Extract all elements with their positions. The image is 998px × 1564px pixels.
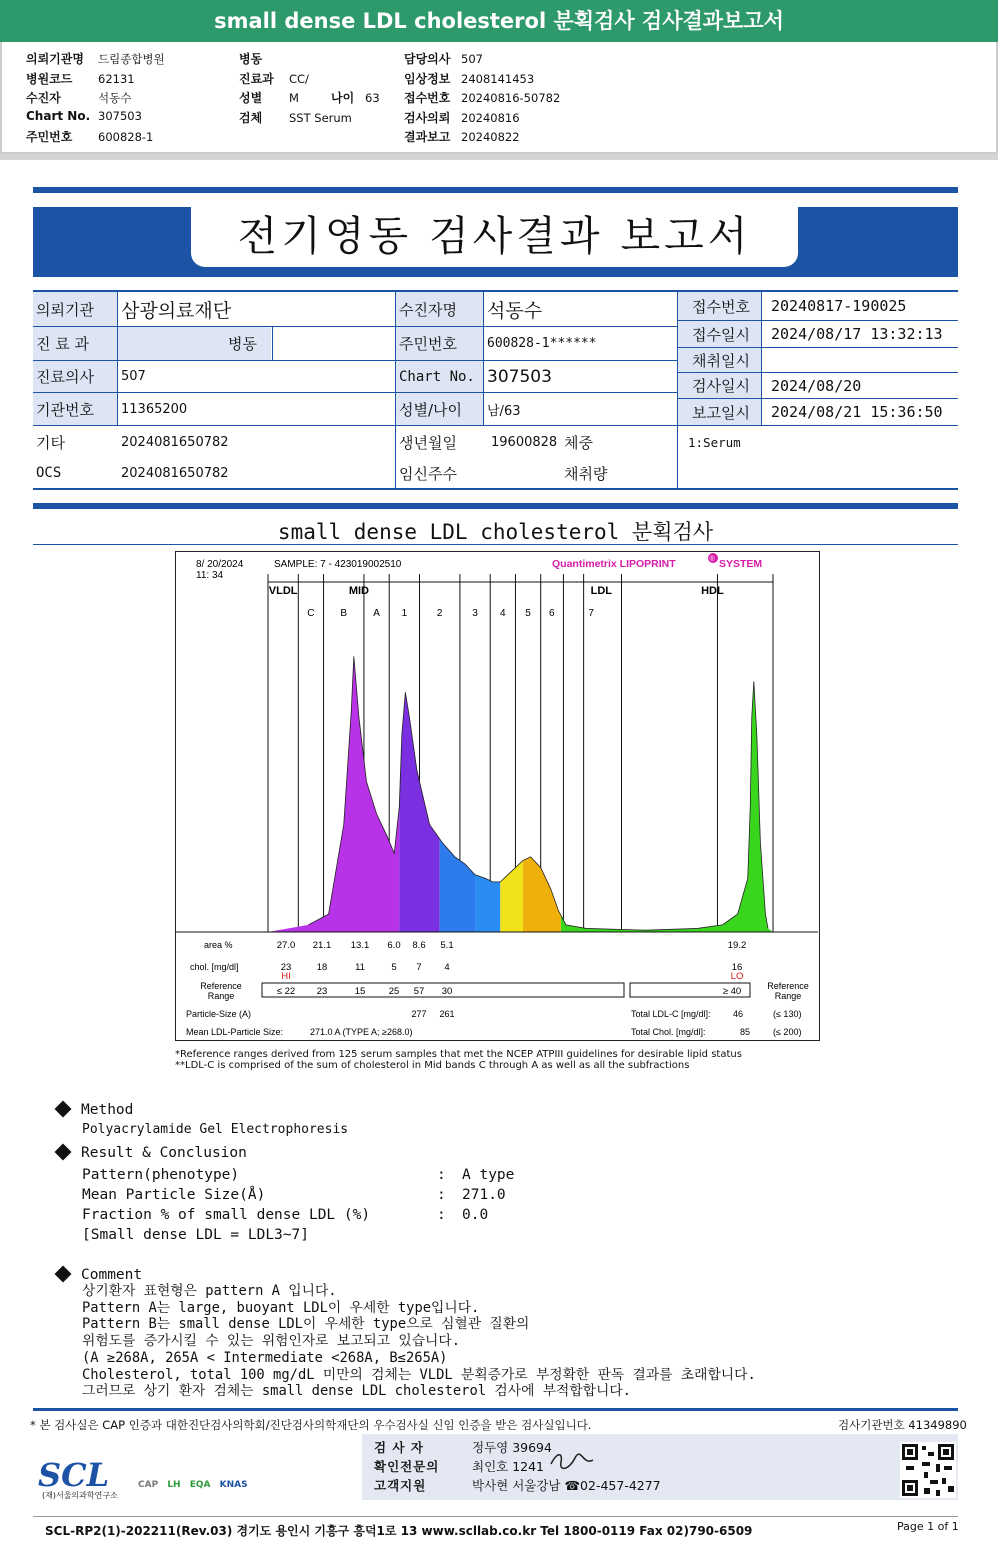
comment-line: 상기환자 표현형은 pattern A 입니다.	[82, 1283, 337, 1299]
logo-text: SCL	[38, 1456, 110, 1494]
ocs-label: OCS	[36, 465, 62, 481]
mean-ldl-label: Mean LDL-Particle Size:	[186, 1027, 284, 1037]
patient-info-table	[33, 290, 958, 490]
rrn-label: 주민번호	[396, 327, 483, 360]
area-value: 5.1	[440, 940, 454, 951]
chart-time: 11: 34	[196, 570, 224, 581]
value: M	[289, 91, 299, 105]
total-chol-value: 85	[740, 1027, 751, 1037]
label: 병동	[239, 52, 263, 66]
chart-brand-tail: SYSTEM	[719, 558, 763, 570]
label: 주민번호	[26, 130, 73, 144]
chart-brand: Quantimetrix LIPOPRINT	[552, 558, 676, 570]
birth-label: 생년월일	[399, 433, 457, 452]
coll-label: 채취일시	[678, 348, 761, 372]
label: 병원코드	[26, 71, 73, 86]
fraction-area	[561, 681, 773, 932]
comment-heading: Comment	[81, 1267, 143, 1283]
volume-label: 채취량	[564, 464, 608, 483]
ward-value: 병동	[118, 327, 271, 360]
fraction-area	[523, 857, 561, 932]
org-value: 11365200	[121, 401, 188, 417]
label: 결과보고	[404, 130, 451, 144]
knas-badge-icon: KNAS	[219, 1480, 248, 1490]
result-row	[82, 1167, 757, 1187]
area-value: 8.6	[412, 940, 426, 951]
result-key: Fraction % of small dense LDL (%)	[82, 1207, 371, 1223]
value: 507	[461, 52, 483, 66]
reference-value: 30	[441, 986, 453, 997]
label: 임상정보	[404, 71, 451, 86]
coll-value	[768, 348, 958, 372]
comment-line: 위험도를 증가시킬 수 있는 위험인자로 보고되고 있습니다.	[82, 1333, 461, 1350]
comment-line: 그러므로 상기 환자 검체는 small dense LDL cholesterol 검사에 부적합합니다.	[82, 1383, 631, 1400]
recv-no-value: 20240817-190025	[771, 297, 907, 315]
header-summary	[0, 42, 998, 154]
label: 성별	[239, 91, 263, 105]
particle-size-label: Particle-Size (A)	[186, 1009, 252, 1019]
result-heading: Result & Conclusion	[81, 1145, 247, 1161]
sexage-label: 성별/나이	[396, 393, 483, 425]
inst-value: 삼광의료재단	[121, 299, 232, 322]
chol-value: 16	[731, 962, 743, 973]
recv-no-label: 접수번호	[678, 292, 761, 320]
value: 20240816	[461, 110, 520, 125]
comment-line: Pattern B는 small dense LDL이 우세한 type으로 심혈관 질환의	[82, 1316, 530, 1333]
fraction-area	[475, 875, 500, 932]
area-value: 13.1	[350, 940, 370, 951]
page-number: Page 1 of 1	[897, 1520, 959, 1533]
reference-label: Range	[774, 991, 802, 1001]
rep-label: 보고일시	[678, 399, 761, 425]
report-banner: small dense LDL cholesterol 분획검사 검사결과보고서	[0, 0, 998, 42]
method-text: Polyacrylamide Gel Electrophoresis	[82, 1122, 349, 1137]
brand-mark: ®	[709, 556, 715, 563]
recv-dt-value: 2024/08/17 13:32:13	[771, 325, 943, 343]
staff-role: 검 사 자	[374, 1440, 424, 1455]
result-key: Pattern(phenotype)	[82, 1167, 240, 1183]
diamond-bullet-icon	[55, 1144, 72, 1161]
result-value: 0.0	[462, 1207, 489, 1223]
band-label: 7	[588, 608, 594, 619]
comment-line: Pattern A는 large, buoyant LDL이 우세한 type입니다.	[82, 1299, 480, 1316]
lo-flag: LO	[730, 971, 744, 982]
band-label: 5	[525, 608, 531, 619]
doctor-value: 507	[121, 369, 146, 384]
patient-label: 수진자명	[396, 292, 483, 326]
sexage-value: 남/63	[487, 403, 521, 419]
group-label: MID	[348, 585, 369, 597]
label: 검사의뢰	[404, 110, 451, 125]
value: 2408141453	[461, 71, 535, 86]
reference-value: 25	[388, 986, 400, 997]
reference-label: Range	[207, 991, 235, 1001]
band-label: 2	[436, 608, 443, 619]
lh-badge-icon: LH	[167, 1480, 181, 1490]
dept-value	[272, 327, 395, 360]
value: 600828-1	[98, 130, 154, 144]
result-row	[82, 1207, 757, 1227]
reference-value: ≤ 22	[276, 986, 296, 997]
value: 20240816-50782	[461, 91, 561, 105]
divider	[33, 503, 958, 509]
colon: :	[437, 1207, 446, 1223]
reference-notes	[175, 1049, 815, 1071]
label: 접수번호	[404, 91, 451, 105]
fraction-area	[268, 656, 399, 932]
test-label: 검사일시	[678, 373, 761, 398]
diamond-bullet-icon	[55, 1266, 72, 1283]
chol-value: 5	[391, 962, 397, 973]
doctor-label: 진료의사	[33, 361, 117, 392]
group-label: LDL	[590, 585, 612, 597]
reference-value: ≥ 40	[722, 986, 742, 997]
label: 담당의사	[404, 52, 451, 66]
age-value: 63	[365, 91, 380, 105]
comment-body	[82, 1283, 957, 1400]
mean-ldl-value: 271.0 A (TYPE A; ≥268.0)	[310, 1027, 413, 1037]
chol-value: 11	[355, 962, 365, 973]
comment-line: (A ≥268A, 265A < Intermediate <268A, B≤265A)	[82, 1349, 448, 1366]
reference-label: Reference	[767, 981, 809, 991]
band-label: 4	[500, 608, 506, 619]
result-value: A type	[462, 1167, 515, 1183]
specimen-value: 1:Serum	[688, 434, 741, 450]
divider	[33, 544, 958, 545]
chart-value: 307503	[487, 366, 552, 387]
total-ldl-ref: (≤ 130)	[773, 1009, 802, 1019]
weight-label: 체중	[564, 433, 593, 452]
lab-number: 검사기관번호 41349890	[838, 1418, 967, 1432]
comment-section	[57, 1267, 957, 1400]
area-value: 6.0	[387, 940, 401, 951]
chol-label: chol. [mg/dl]	[190, 962, 239, 972]
value: 62131	[98, 71, 135, 86]
label: 수진자	[26, 91, 61, 105]
rep-value: 2024/08/21 15:36:50	[771, 403, 943, 421]
area-label: area %	[204, 940, 233, 950]
header-col-2	[239, 50, 380, 128]
chart-svg	[176, 552, 818, 1039]
divider	[33, 1516, 958, 1517]
rrn-value: 600828-1******	[487, 336, 597, 351]
divider	[33, 187, 958, 193]
inst-label: 의뢰기관	[33, 292, 117, 326]
patient-value: 석동수	[487, 299, 543, 322]
result-key: Mean Particle Size(Å)	[82, 1187, 266, 1203]
label: Chart No.	[26, 108, 91, 123]
reference-label: Reference	[200, 981, 242, 991]
staff-role: 고객지원	[374, 1478, 427, 1493]
cert-note: * 본 검사실은 CAP 인증과 대한진단검사의학회/진단검사의학재단의 우수검사실 신임 인증을 받은 검사실입니다.	[30, 1418, 592, 1432]
note-line: **LDL-C is comprised of the sum of cholesterol in Mid bands C through A as well as all the subfractions	[175, 1060, 690, 1071]
fraction-area	[440, 839, 475, 932]
staff-name: 박사현 서울강남 ☎02-457-4277	[472, 1478, 661, 1493]
chol-value: 23	[280, 962, 292, 973]
preg-label: 임신주수	[399, 464, 457, 483]
area-value: 19.2	[727, 940, 747, 951]
value: 20240822	[461, 130, 520, 144]
band-label: A	[373, 608, 380, 619]
method-section	[57, 1102, 348, 1137]
band-label: 6	[549, 608, 555, 619]
recv-dt-label: 접수일시	[678, 321, 761, 347]
section-title: small dense LDL cholesterol 분획검사	[277, 520, 714, 544]
reference-value: 15	[354, 986, 366, 997]
ocs-value: 2024081650782	[121, 465, 229, 481]
result-row	[82, 1187, 757, 1207]
diamond-bullet-icon	[55, 1101, 72, 1118]
area-value: 21.1	[312, 940, 332, 951]
total-chol-ref: (≤ 200)	[773, 1027, 802, 1037]
colon: :	[437, 1187, 446, 1203]
lipoprint-chart	[175, 551, 820, 1041]
signature-icon	[547, 1450, 597, 1472]
staff-name: 정두영 39694	[472, 1440, 552, 1455]
hi-flag: HI	[281, 971, 291, 982]
staff-row	[374, 1438, 552, 1456]
reference-value: 23	[316, 986, 328, 997]
band-label: 3	[472, 608, 478, 619]
value: SST Serum	[289, 110, 352, 125]
chol-value: 4	[444, 962, 450, 973]
result-sub: [Small dense LDL = LDL3~7]	[82, 1227, 309, 1243]
label: 의뢰기관명	[26, 52, 84, 66]
colon: :	[437, 1167, 446, 1183]
total-ldl-label: Total LDL-C [mg/dl]:	[631, 1009, 711, 1019]
particle-size-value: 277	[411, 1009, 427, 1019]
group-label: VLDL	[268, 585, 298, 597]
etc-value: 2024081650782	[121, 434, 229, 450]
chart-sample: SAMPLE: 7 - 423019002510	[274, 559, 402, 570]
reference-value: 57	[413, 986, 425, 997]
etc-label: 기타	[36, 433, 65, 452]
org-label: 기관번호	[33, 393, 117, 425]
comment-line: Cholesterol, total 100 mg/dL 미만의 검체는 VLDL 분획증가로 부정확한 판독 결과를 초래합니다.	[82, 1366, 756, 1383]
divider	[33, 1408, 958, 1411]
label: 검체	[239, 110, 263, 125]
band-label: B	[340, 608, 348, 619]
scl-logo	[38, 1456, 118, 1501]
report-title-box	[33, 207, 958, 277]
method-heading: Method	[81, 1102, 134, 1118]
particle-size-value: 261	[439, 1009, 455, 1019]
band-label: C	[307, 608, 315, 619]
logo-sub: (재)서울의과학연구소	[42, 1491, 118, 1500]
result-section	[57, 1145, 757, 1247]
staff-row	[374, 1476, 661, 1494]
result-value: 271.0	[462, 1187, 506, 1203]
value: CC/	[289, 71, 309, 86]
total-ldl-value: 46	[733, 1009, 744, 1019]
label: 진료과	[239, 71, 274, 86]
test-value: 2024/08/20	[771, 376, 862, 395]
band-label: 1	[401, 608, 408, 619]
accreditation-badges	[138, 1480, 248, 1490]
value: 석동수	[98, 91, 132, 105]
value: 드림종합병원	[98, 52, 165, 66]
report-title: 전기영동 검사결과 보고서	[191, 207, 798, 267]
eqa-badge-icon: EQA	[189, 1480, 211, 1490]
chart-date: 8/ 20/2024	[196, 559, 244, 570]
age-label: 나이	[331, 91, 355, 105]
address-line: SCL-RP2(1)-202211(Rev.03) 경기도 용인시 기흥구 흥덕1로 13 www.scllab.co.kr Tel 1800-0119 Fax 02)790-6509	[45, 1524, 753, 1538]
header-col-3	[404, 50, 560, 148]
chart-label: Chart No.	[396, 361, 483, 392]
dept-label: 진 료 과	[33, 327, 117, 360]
note-line: *Reference ranges derived from 125 serum samples that met the NCEP ATPIII guidelines for desirable lipid status	[175, 1049, 742, 1060]
total-chol-label: Total Chol. [mg/dl]:	[631, 1027, 706, 1037]
staff-row	[374, 1457, 544, 1475]
cap-badge-icon: CAP	[138, 1480, 159, 1490]
group-label: HDL	[701, 585, 724, 597]
birth-value: 19600828	[491, 434, 558, 450]
staff-role: 확인전문의	[374, 1459, 440, 1474]
header-col-1	[26, 50, 165, 148]
value: 307503	[98, 108, 142, 123]
staff-box	[362, 1434, 958, 1500]
staff-name: 최인호 1241	[472, 1459, 545, 1474]
area-value: 27.0	[276, 940, 296, 951]
qr-code-icon	[900, 1442, 956, 1498]
divider	[0, 154, 998, 160]
chol-value: 18	[316, 962, 328, 973]
chol-value: 7	[416, 962, 422, 973]
